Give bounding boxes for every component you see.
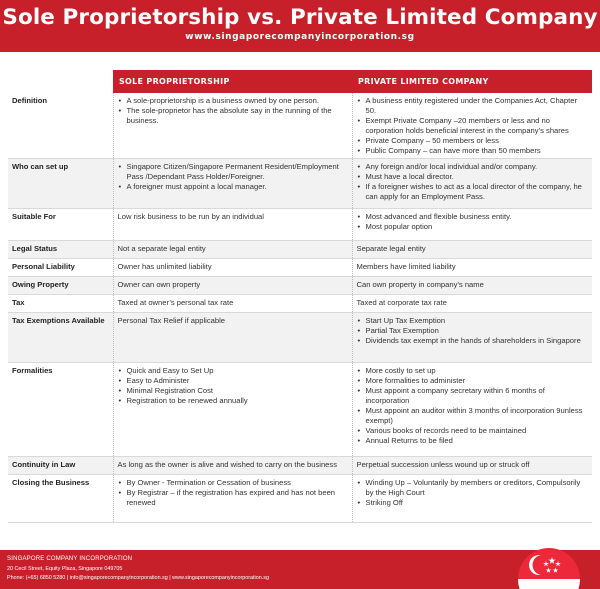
bullet-item: • Start Up Tax Exemption [357,316,587,326]
table-row [8,457,592,475]
bullet-item: • More costly to set up [357,366,587,376]
bullet-list [357,366,587,446]
sole-proprietorship-cell: Owner can own property [113,277,352,295]
bullet-item: • Registration to be renewed annually [118,396,346,406]
bullet-item: • Most advanced and flexible business entity. [357,212,587,222]
bullet-list [357,478,587,508]
table-row [8,259,592,277]
footer-company-name: SINGAPORE COMPANY INCORPORATION [7,556,133,562]
bullet-item: • A foreigner must appoint a local manager. [118,182,346,192]
bullet-item: • Must appoint an auditor within 3 months of incorporation 9unless exempt) [357,406,587,426]
bullet-item: • A business entity registered under the Companies Act, Chapter 50. [357,96,587,116]
row-label: Closing the Business [8,475,113,523]
sole-proprietorship-cell: As long as the owner is alive and wished to carry on the business [113,457,352,475]
table-row [8,209,592,241]
bullet-list [357,212,587,232]
private-limited-cell: Taxed at corporate tax rate [352,295,592,313]
private-limited-cell [352,159,592,209]
private-limited-cell [352,475,592,523]
bullet-item: • A sole-proprietorship is a business owned by one person. [118,96,346,106]
table-row [8,295,592,313]
row-label: Tax [8,295,113,313]
column-header-private: PRIVATE LIMITED COMPANY [352,70,592,93]
bullet-item: • Dividends tax exempt in the hands of shareholders in Singapore [357,336,587,346]
private-limited-cell [352,209,592,241]
table-row [8,313,592,363]
bullet-list [118,96,346,126]
row-label: Personal Liability [8,259,113,277]
sole-proprietorship-cell: Personal Tax Relief if applicable [113,313,352,363]
bullet-item: • Singapore Citizen/Singapore Permanent Resident/Employment Pass /Dependant Pass Holder/Foreigner. [118,162,346,182]
page-footer [0,550,600,589]
table-row [8,277,592,295]
bullet-list [357,162,587,202]
table-body [8,93,592,523]
private-limited-cell [352,313,592,363]
bullet-item: • Private Company – 50 members or less [357,136,587,146]
private-limited-cell: Perpetual succession unless wound up or struck off [352,457,592,475]
row-label: Definition [8,93,113,159]
footer-contact: Phone: (+65) 6850 5280 | info@singaporecompanyincorporation.sg | www.singaporecompanyincorporation.sg [7,575,269,581]
bullet-item: • Partial Tax Exemption [357,326,587,336]
bullet-item: • Quick and Easy to Set Up [118,366,346,376]
bullet-item: • If a foreigner wishes to act as a local director of the company, he can apply for an Employment Pass. [357,182,587,202]
sole-proprietorship-cell [113,475,352,523]
table-header-row [8,70,592,93]
row-label: Owing Property [8,277,113,295]
sole-proprietorship-cell [113,159,352,209]
page-header [0,0,600,52]
row-label: Tax Exemptions Available [8,313,113,363]
bullet-item: • Must have a local director. [357,172,587,182]
header-blank-cell [8,70,113,93]
bullet-list [118,366,346,406]
table-row [8,363,592,457]
bullet-item: • The sole-proprietor has the absolute say in the running of the business. [118,106,346,126]
bullet-list [357,316,587,346]
sole-proprietorship-cell [113,93,352,159]
bullet-list [118,162,346,192]
sole-proprietorship-cell: Low risk business to be run by an individual [113,209,352,241]
bullet-item: • Minimal Registration Cost [118,386,346,396]
private-limited-cell: Separate legal entity [352,241,592,259]
private-limited-cell: Can own property in company’s name [352,277,592,295]
sole-proprietorship-cell [113,363,352,457]
table-row [8,159,592,209]
table-row [8,93,592,159]
bullet-item: • Striking Off [357,498,587,508]
bullet-list [118,478,346,508]
bullet-list [357,96,587,156]
bullet-item: • Annual Returns to be filed [357,436,587,446]
bullet-item: • Winding Up – Voluntarily by members or creditors, Compulsorily by the High Court [357,478,587,498]
column-header-sole: SOLE PROPRIETORSHIP [113,70,352,93]
row-label: Who can set up [8,159,113,209]
sole-proprietorship-cell: Owner has unlimited liability [113,259,352,277]
private-limited-cell: Members have limited liability [352,259,592,277]
bullet-item: • Various books of records need to be maintained [357,426,587,436]
footer-address: 20 Cecil Street, Equity Plaza, Singapore 049705 [7,566,123,572]
table-row [8,241,592,259]
private-limited-cell [352,363,592,457]
bullet-item: • More formalities to administer [357,376,587,386]
page-title: Sole Proprietorship vs. Private Limited Company [2,5,598,30]
bullet-item: • Public Company – can have more than 50 members [357,146,587,156]
row-label: Suitable For [8,209,113,241]
table-row [8,475,592,523]
row-label: Legal Status [8,241,113,259]
bullet-item: • Must appoint a company secretary within 6 months of incorporation [357,386,587,406]
sole-proprietorship-cell: Taxed at owner’s personal tax rate [113,295,352,313]
bullet-item: • By Owner - Termination or Cessation of business [118,478,346,488]
bullet-item: • Most popular option [357,222,587,232]
bullet-item: • By Registrar – if the registration has expired and has not been renewed [118,488,346,508]
row-label: Continuity in Law [8,457,113,475]
bullet-item: • Easy to Administer [118,376,346,386]
bullet-item: • Any foreign and/or local individual and/or company. [357,162,587,172]
row-label: Formalities [8,363,113,457]
bullet-item: • Exempt Private Company –20 members or less and no corporation holds beneficial interest in the company’s shares [357,116,587,136]
sole-proprietorship-cell: Not a separate legal entity [113,241,352,259]
website-url[interactable]: www.singaporecompanyincorporation.sg [185,32,415,42]
private-limited-cell [352,93,592,159]
comparison-table [8,70,592,523]
